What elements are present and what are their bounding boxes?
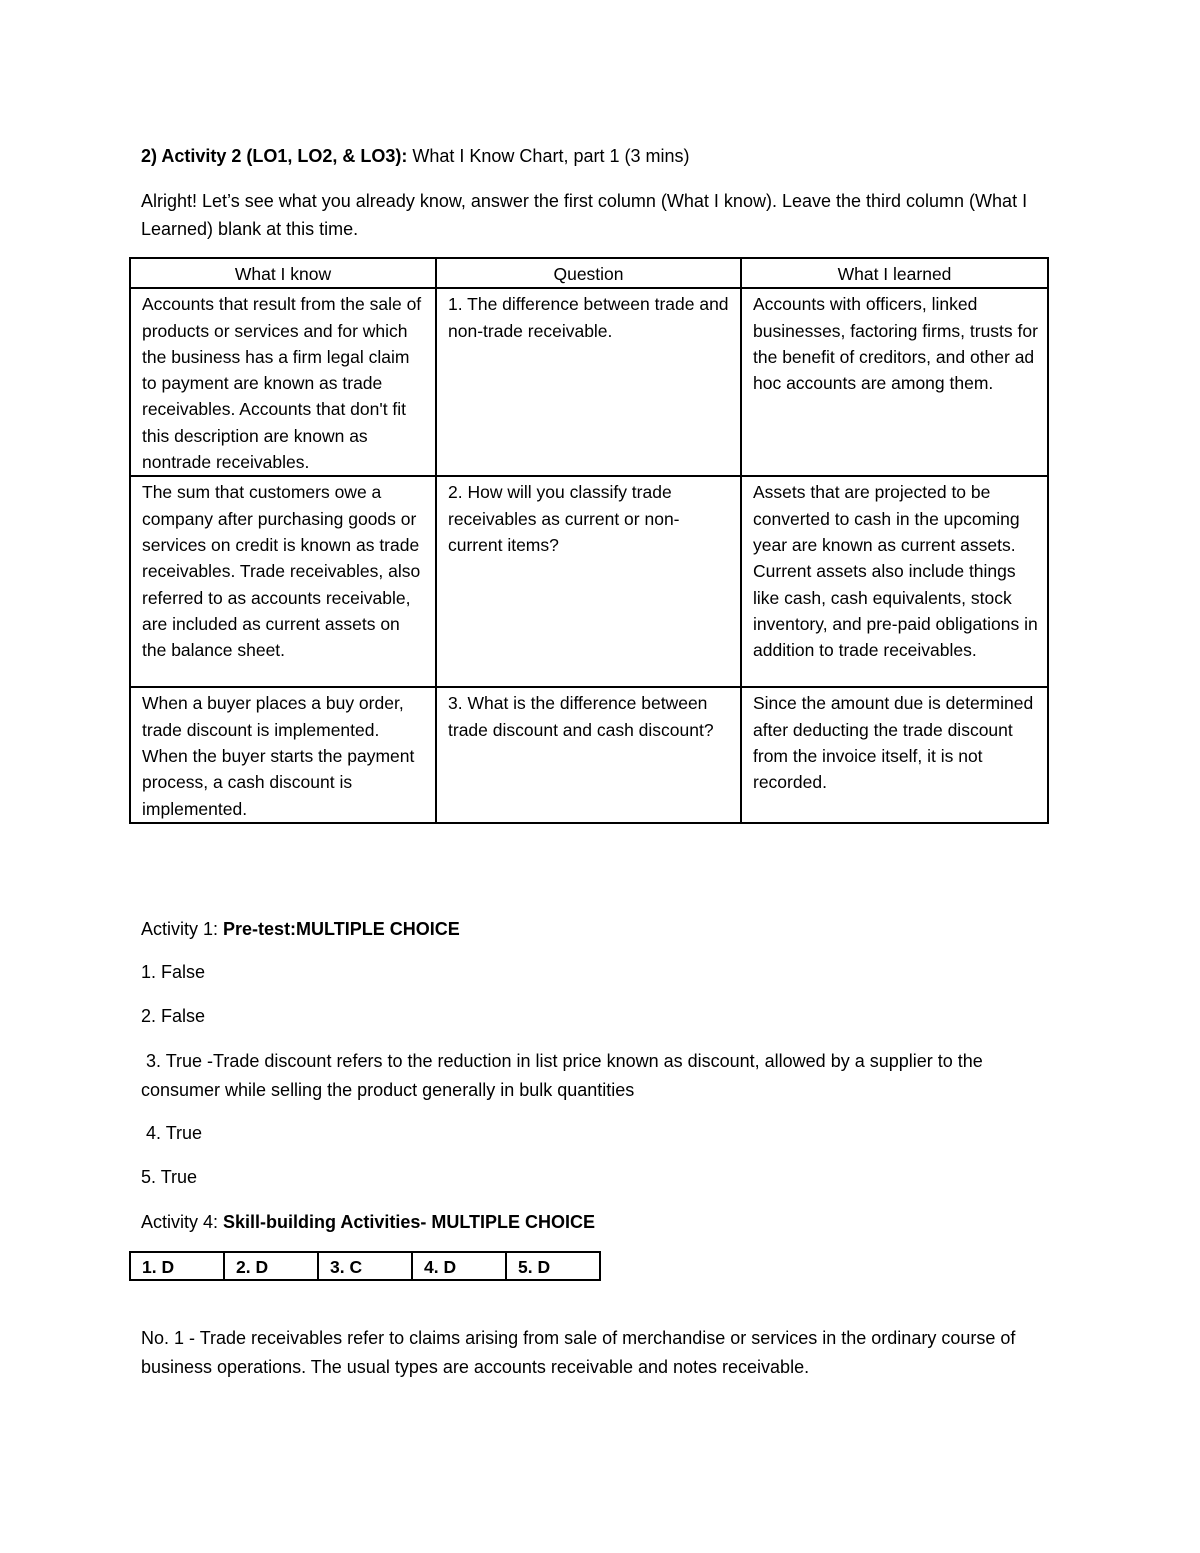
table-row xyxy=(130,288,1048,476)
activity1-label: Activity 1: xyxy=(141,919,224,939)
cell-learned: Accounts with officers, linked businesses, factoring firms, trusts for the benefit of creditors, and other ad hoc accounts are among them. xyxy=(741,288,1048,476)
activity4-title: Skill-building Activities- MULTIPLE CHOICE xyxy=(223,1212,596,1232)
pretest-answer-1: 1. False xyxy=(141,962,206,982)
activity4-label: Activity 4: xyxy=(141,1212,224,1232)
cell-question: 2. How will you classify trade receivables as current or non-current items? xyxy=(436,476,741,687)
table-row xyxy=(130,687,1048,822)
cell-learned: Assets that are projected to be converted to cash in the upcoming year are known as current assets. Current assets also include things like cash, cash equivalents, stock inventory, and pre-paid obligations in addition to trade receivables. xyxy=(741,476,1048,687)
cell-question: 3. What is the difference between trade discount and cash discount? xyxy=(436,687,741,822)
table-row xyxy=(130,476,1048,687)
header-question: Question xyxy=(436,258,741,288)
answer-cell: 5. D xyxy=(506,1252,600,1280)
pretest-answer-3: 3. True -Trade discount refers to the reduction in list price known as discount, allowed by a supplier to the consumer while selling the product generally in bulk quantities xyxy=(141,1051,988,1100)
answer-cell: 3. C xyxy=(318,1252,412,1280)
answer-cell: 4. D xyxy=(412,1252,506,1280)
answer-cell: 1. D xyxy=(130,1252,224,1280)
activity4-explanation: No. 1 - Trade receivables refer to claims arising from sale of merchandise or services in the ordinary course of business operations. The usual types are accounts receivable and notes receivable. xyxy=(141,1328,1016,1377)
pretest-answer-2: 2. False xyxy=(141,1006,206,1026)
answer-key-row xyxy=(130,1252,600,1280)
activity4-heading xyxy=(141,1210,595,1234)
answer-key-table xyxy=(129,1251,601,1281)
kwl-header-row xyxy=(130,258,1048,288)
header-what-i-know: What I know xyxy=(130,258,436,288)
kwl-chart-table xyxy=(129,257,1049,824)
pretest-answer-5: 5. True xyxy=(141,1167,198,1187)
header-what-i-learned: What I learned xyxy=(741,258,1048,288)
cell-know: The sum that customers owe a company after purchasing goods or services on credit is known as trade receivables. Trade receivables, also referred to as accounts receivable, are included as current assets on the balance sheet. xyxy=(130,476,436,687)
activity1-heading xyxy=(141,917,460,941)
answer-cell: 2. D xyxy=(224,1252,318,1280)
pretest-answer-4: 4. True xyxy=(141,1123,203,1143)
cell-know: Accounts that result from the sale of products or services and for which the business has a firm legal claim to payment are known as trade receivables. Accounts that don't fit this description are known as nontrade receivables. xyxy=(130,288,436,476)
cell-question: 1. The difference between trade and non-trade receivable. xyxy=(436,288,741,476)
activity2-heading xyxy=(141,144,689,168)
activity2-heading-bold: 2) Activity 2 (LO1, LO2, & LO3): xyxy=(141,146,408,166)
cell-know: When a buyer places a buy order, trade discount is implemented. When the buyer starts the payment process, a cash discount is implemented. xyxy=(130,687,436,822)
activity1-title: Pre-test:MULTIPLE CHOICE xyxy=(223,919,460,939)
activity2-instructions: Alright! Let’s see what you already know, answer the first column (What I know). Leave the third column (What I Learned) blank at this time. xyxy=(141,191,1028,239)
cell-learned: Since the amount due is determined after deducting the trade discount from the invoice itself, it is not recorded. xyxy=(741,687,1048,822)
activity2-heading-rest: What I Know Chart, part 1 (3 mins) xyxy=(407,146,690,166)
